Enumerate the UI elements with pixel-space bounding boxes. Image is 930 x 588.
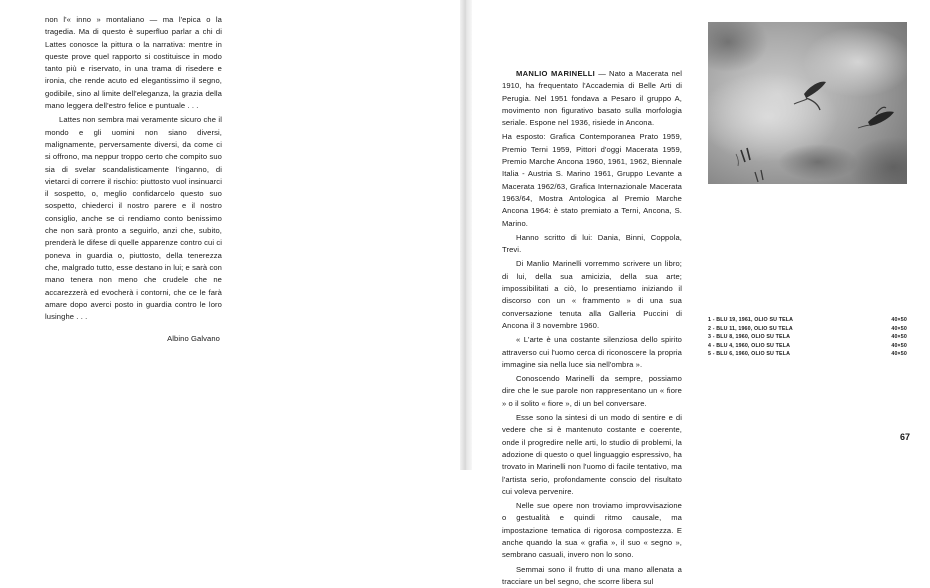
page-gutter <box>460 0 472 470</box>
left-page-text <box>45 14 222 346</box>
artwork-captions <box>708 316 907 359</box>
caption-size: 40×50 <box>891 334 907 341</box>
caption-row <box>708 316 907 325</box>
caption-row <box>708 342 907 351</box>
author-signature: Albino Galvano <box>167 334 220 344</box>
caption-title: 5 - BLU 6, 1960, OLIO SU TELA <box>708 351 791 358</box>
body-paragraph: Hanno scritto di lui: Dania, Binni, Coppola, Trevi. <box>502 232 682 255</box>
caption-size: 40×50 <box>891 351 907 358</box>
artist-name: MANLIO MARINELLI <box>516 69 596 78</box>
body-paragraph: Esse sono la sintesi di un modo di sentire e di vedere che si è mantenuto costante e coerente, onde il progredire nelle arti, lo studio di problemi, la adozione di questo o quel linguaggio espressivo, ha trovato in Marinelli non l'uomo di facile tentativo, ma l'artista serio, profondamente conscio del risultato cui voleva pervenire. <box>502 413 682 496</box>
caption-size: 40×50 <box>891 325 907 332</box>
artwork-photo <box>708 22 907 184</box>
page-number: 67 <box>899 432 910 442</box>
body-paragraph: Conoscendo Marinelli da sempre, possiamo dire che le sue parole non rappresentano un « fiore » o il solito « fiore », di un bel conversare. <box>502 374 682 408</box>
body-paragraph: « L'arte è una costante silenziosa dello spirito attraverso cui l'uomo cerca di riconoscere la propria immagine sia nella luce sia nell'ombra ». <box>502 335 682 369</box>
caption-size: 40×50 <box>891 317 907 323</box>
left-paragraph: Lattes non sembra mai veramente sicuro che il mondo e gli uomini non siano diversi, malignamente, perversamente diversi, da come ci si offrono, ma neppur troppo certo che compito suo sia di svelar scandalisticamente l'inganno, di vietarci di correre il rischio: piuttosto vuol insinuarci il sospetto, o, meglio confidarcelo questo suo sospetto, chiederci il nostro parere e il nostro consiglio, anche se ci rendiamo conto benissimo che non sarà pronto a seguirlo, anzi che, subito, prenderà le difese di quelle apparenze contro cui ci poneva in guardia o, piuttosto, della tenerezza che, malgrado tutto, esse destano in lui; e sarà con mano tenera non meno che crudele che ne accarezzerà ed evocherà i contorni, che ce le farà amare dopo averci posto in guardia contro le loro lusinghe . . . <box>45 115 223 322</box>
bio-lead-text: — Nato a Macerata nel 1910, ha frequentato l'Accademia di Belle Arti di Perugia. Nel 1951 fondava a Pesaro il gruppo A, movimento non figurativo basato sulla morfologia seriale. Espone nel 1936, risiede in Ancona. <box>502 69 682 128</box>
caption-title: 2 - BLU 11, 1960, OLIO SU TELA <box>708 325 793 332</box>
left-paragraph: non l'« inno » montaliano — ma l'epica o la tragedia. Ma di questo è superfluo parlar a chi di Lattes conosce la pittura o la narrativa: mentre in queste prove quel rapporto si costituisce in modo tanto più e riservato, in una trama di risedere e ironia, che rende acuto ed elegantissimo il segno, godibile, sino al limite dell'eleganza, la grazia della mano leggera dell'estro felice e puntuale . . . <box>45 15 222 111</box>
body-paragraph: Di Manlio Marinelli vorremmo scrivere un libro; di lui, della sua amicizia, della sua arte; impossibilitati a ciò, lo presentiamo iniziando il discorso con un « frammento » di una sua conversazione tenuta alla Galleria Puccini di Ancona il 3 novembre 1960. <box>502 259 682 330</box>
body-paragraph: Nelle sue opere non troviamo improvvisazione o gestualità e quindi ritmo causale, ma impostazione tematica di rigorosa compostezza. E anche quando la sua « grafia », il suo « segno », sembrano casuali, invero non lo sono. <box>502 501 682 560</box>
abstract-painting-image <box>708 22 907 184</box>
caption-row <box>708 325 907 334</box>
body-paragraph: Semmai sono il frutto di una mano allenata a tracciare un bel segno, che scorre libera sul <box>502 564 682 586</box>
right-page-text <box>502 68 682 588</box>
caption-title: 3 - BLU 8, 1960, OLIO SU TELA <box>708 334 791 341</box>
caption-row <box>708 333 907 342</box>
bio-paragraph <box>502 68 682 129</box>
caption-title: 1 - BLU 19, 1961, OLIO SU TELA <box>708 317 794 323</box>
caption-title: 4 - BLU 4, 1960, OLIO SU TELA <box>708 342 791 349</box>
caption-row <box>708 350 907 359</box>
body-paragraph: Ha esposto: Grafica Contemporanea Prato 1959, Premio Terni 1959, Pittori d'oggi Macerata 1959, Premio Marche Ancona 1960, 1961, 1962, Biennale Italia - Austria S. Marino 1961, Gruppo Levante a Macerata 1962/63, Grafica Internazionale Macerata 1963/64, Mostra Antologica al Premio Marche Ancona 1964: è stato premiato a Terni, Ancona, S. Marino. <box>502 132 682 228</box>
caption-size: 40×50 <box>891 342 907 349</box>
